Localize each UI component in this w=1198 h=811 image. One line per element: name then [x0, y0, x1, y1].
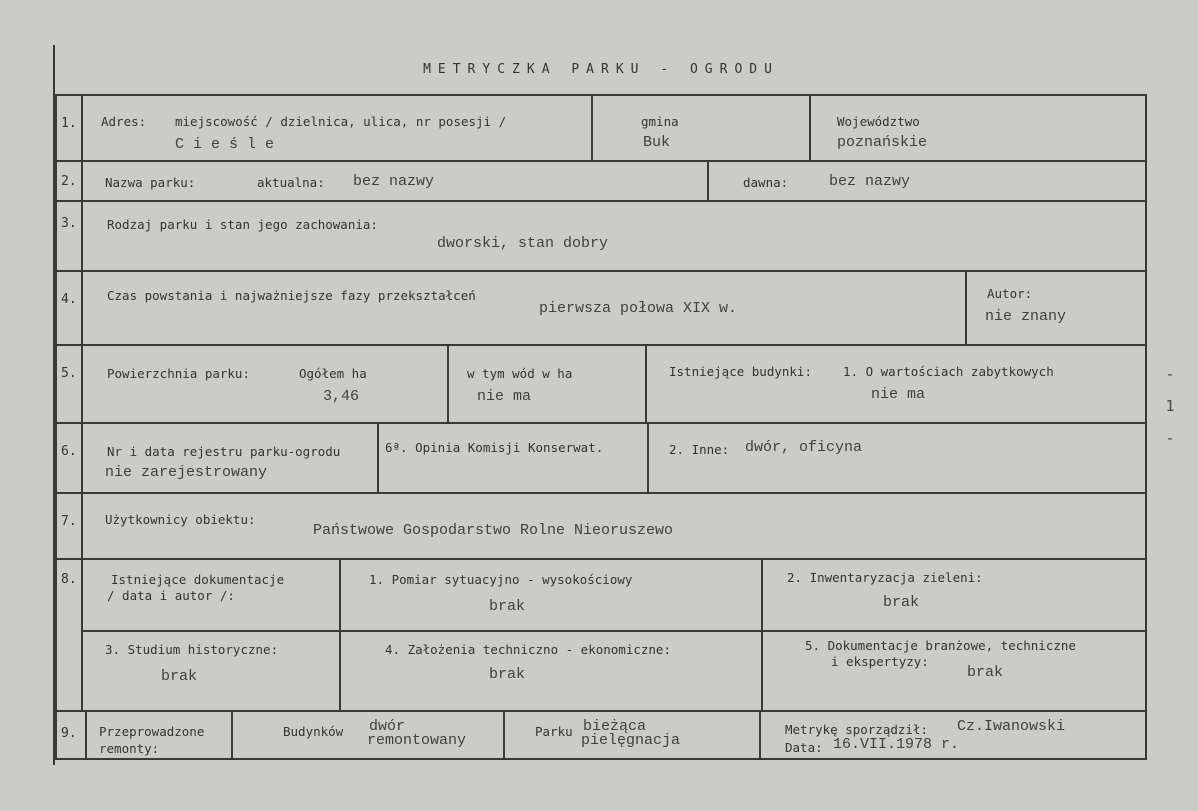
gmina-label: gmina	[641, 114, 679, 129]
address-value: C i e ś l e	[175, 136, 275, 153]
former-name-label: dawna:	[743, 175, 789, 190]
voivodeship-cell	[811, 96, 1145, 160]
greenery-inventory-value: brak	[883, 594, 920, 611]
address-sublabel: miejscowość / dzielnica, ulica, nr posesji /	[175, 114, 507, 129]
page-number-dash-bottom: -	[1165, 429, 1175, 447]
author-cell	[967, 272, 1145, 344]
page-number-dash-top: -	[1165, 365, 1175, 383]
renovations-label-cell	[87, 712, 233, 758]
voivodeship-label: Województwo	[837, 114, 920, 129]
row-creation-time	[55, 270, 1147, 346]
row-park-type	[55, 200, 1147, 272]
other-buildings-label: 2. Inne:	[669, 442, 730, 457]
greenery-inventory-cell	[763, 560, 1145, 632]
gmina-cell	[593, 96, 811, 160]
creation-time-value: pierwsza połowa XIX w.	[539, 300, 738, 317]
sector-docs-cell	[763, 632, 1145, 710]
conservation-opinion-cell	[379, 424, 649, 492]
park-renovation-value2: pielęgnacja	[581, 732, 681, 749]
current-name-value: bez nazwy	[353, 173, 435, 190]
historical-study-value: brak	[161, 668, 198, 685]
historical-study-cell	[83, 632, 341, 710]
technical-economic-value: brak	[489, 666, 526, 683]
area-label: Powierzchnia parku:	[107, 366, 250, 381]
total-area-label: Ogółem ha	[299, 366, 367, 381]
row-address	[55, 94, 1147, 162]
buildings-cell	[647, 346, 1145, 422]
row-number: 6.	[61, 444, 77, 459]
row-documentation	[55, 558, 1147, 712]
park-type-cell	[83, 202, 1145, 270]
row-number: 4.	[61, 292, 77, 307]
register-value: nie zarejestrowany	[105, 464, 268, 481]
docs-label-line1: Istniejące dokumentacje	[111, 572, 285, 587]
form-title: METRYCZKA PARKU - OGRODU	[423, 62, 779, 77]
historic-buildings-label: 1. O wartościach zabytkowych	[843, 364, 1054, 379]
record-author-value: Cz.Iwanowski	[957, 718, 1066, 735]
buildings-renovation-label: Budynków	[283, 724, 344, 739]
record-author-label: Metrykę sporządził:	[785, 722, 928, 737]
park-name-former-cell	[709, 162, 1145, 200]
technical-economic-cell	[341, 632, 763, 710]
water-area-label: w tym wód w ha	[467, 366, 573, 381]
park-name-current-cell	[83, 162, 709, 200]
register-label: Nr i data rejestru parku-ogrodu	[107, 444, 341, 459]
water-area-cell	[449, 346, 647, 422]
greenery-inventory-label: 2. Inwentaryzacja zieleni:	[787, 570, 983, 585]
renovations-label-line1: Przeprowadzone	[99, 724, 205, 739]
survey-cell	[341, 560, 763, 632]
row-number: 9.	[61, 726, 77, 741]
historic-buildings-value: nie ma	[871, 386, 926, 403]
row-area	[55, 344, 1147, 424]
area-total-cell	[83, 346, 449, 422]
park-renovation-value1: bieżąca	[583, 718, 647, 735]
docs-label-line2: / data i autor /:	[107, 588, 235, 603]
park-type-value: dworski, stan dobry	[437, 235, 609, 252]
technical-economic-label: 4. Założenia techniczno - ekonomiczne:	[385, 642, 671, 657]
users-cell	[83, 494, 1145, 558]
other-buildings-cell	[649, 424, 1145, 492]
park-type-label: Rodzaj parku i stan jego zachowania:	[107, 217, 378, 232]
conservation-opinion-label: 6ª. Opinia Komisji Konserwat.	[385, 440, 604, 455]
creation-time-cell	[83, 272, 967, 344]
sector-docs-value: brak	[967, 664, 1004, 681]
water-area-value: nie ma	[477, 388, 532, 405]
park-record-form	[55, 48, 1147, 760]
park-renovation-label: Parku	[535, 724, 573, 739]
buildings-label: Istniejące budynki:	[669, 364, 812, 379]
total-area-value: 3,46	[323, 388, 360, 405]
creation-time-label: Czas powstania i najważniejsze fazy przekształceń	[107, 288, 476, 303]
register-cell	[83, 424, 379, 492]
address-cell	[83, 96, 593, 160]
row-number: 1.	[61, 116, 77, 131]
survey-label: 1. Pomiar sytuacyjno - wysokościowy	[369, 572, 633, 587]
buildings-renovation-value1: dwór	[369, 718, 406, 735]
current-name-label: aktualna:	[257, 175, 325, 190]
docs-label-cell	[83, 560, 341, 632]
park-name-label: Nazwa parku:	[105, 175, 196, 190]
author-value: nie znany	[985, 308, 1067, 325]
park-renovation-cell	[505, 712, 761, 758]
row-number: 3.	[61, 216, 77, 231]
row-number: 7.	[61, 514, 77, 529]
sector-docs-label-line2: i ekspertyzy:	[831, 654, 929, 669]
record-date-value: 16.VII.1978 r.	[833, 736, 960, 753]
address-label: Adres:	[101, 114, 147, 129]
row-users	[55, 492, 1147, 560]
row-renovations	[55, 710, 1147, 760]
sector-docs-label-line1: 5. Dokumentacje branżowe, techniczne	[805, 638, 1076, 653]
row-register	[55, 422, 1147, 494]
page-number-marker	[1160, 358, 1180, 454]
row-park-name	[55, 160, 1147, 202]
record-author-cell	[761, 712, 1145, 758]
renovations-label-line2: remonty:	[99, 741, 160, 756]
page-number: 1	[1165, 397, 1175, 415]
gmina-value: Buk	[643, 134, 671, 151]
other-buildings-value: dwór, oficyna	[745, 439, 863, 456]
author-label: Autor:	[987, 286, 1033, 301]
buildings-renovation-cell	[233, 712, 505, 758]
survey-value: brak	[489, 598, 526, 615]
historical-study-label: 3. Studium historyczne:	[105, 642, 279, 657]
voivodeship-value: poznańskie	[837, 134, 928, 151]
users-value: Państwowe Gospodarstwo Rolne Nieoruszewo	[313, 522, 674, 539]
former-name-value: bez nazwy	[829, 173, 911, 190]
row-number: 8.	[61, 572, 77, 587]
buildings-renovation-value2: remontowany	[367, 732, 467, 749]
record-date-label: Data:	[785, 740, 823, 755]
users-label: Użytkownicy obiektu:	[105, 512, 256, 527]
row-number: 5.	[61, 366, 77, 381]
row-number: 2.	[61, 174, 77, 189]
